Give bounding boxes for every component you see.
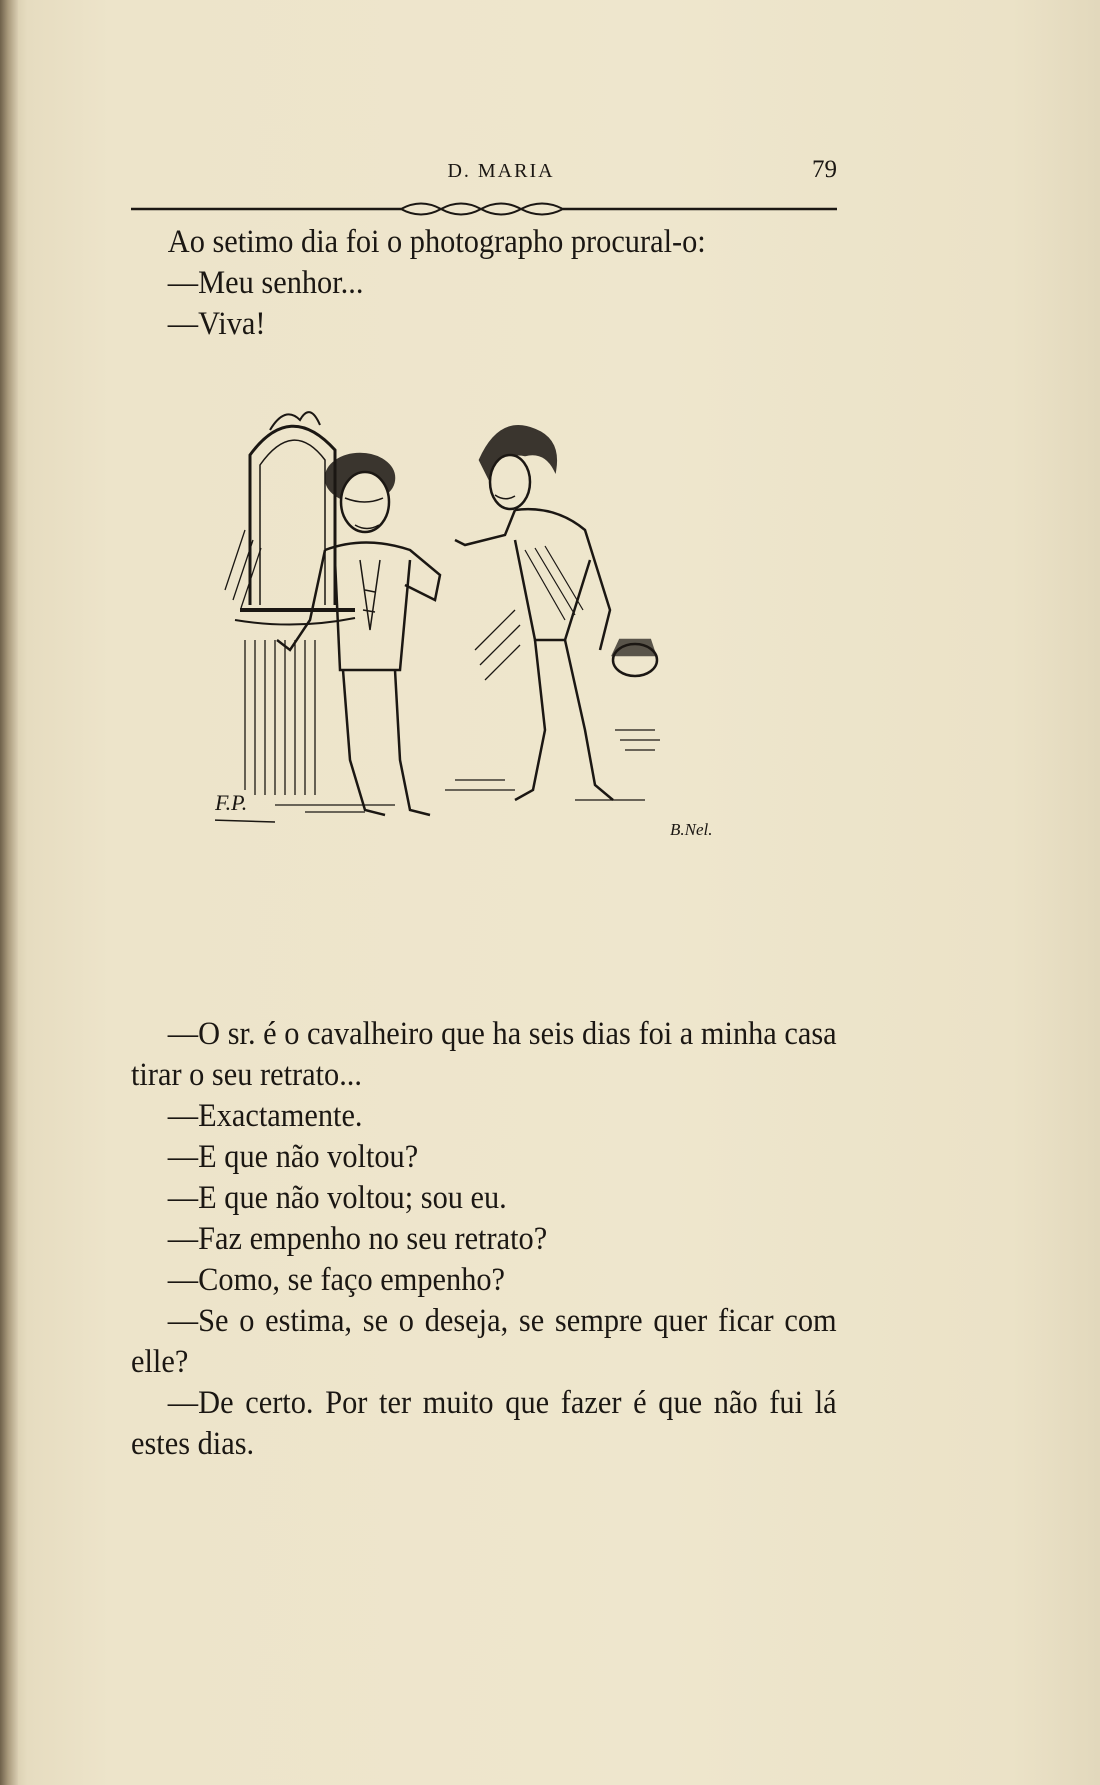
paragraph: —Como, se faço empenho? xyxy=(167,1262,506,1298)
text-block-bottom xyxy=(131,1014,837,1465)
paragraph: —Se o estima, se o deseja, se sempre quer ficar com elle? xyxy=(131,1303,837,1380)
running-header xyxy=(131,156,837,190)
signature-right: B.Nel. xyxy=(670,820,713,839)
paragraph: —E que não voltou? xyxy=(167,1139,419,1175)
paragraph: —O sr. é o cavalheiro que ha seis dias foi a minha casa tirar o seu retrato... xyxy=(131,1016,837,1093)
table-hatching xyxy=(225,530,315,795)
figure-right xyxy=(455,426,657,800)
paragraph: —Exactamente. xyxy=(167,1098,363,1134)
running-title: D. MARIA xyxy=(447,160,555,182)
paragraph: —Faz empenho no seu retrato? xyxy=(167,1221,548,1257)
book-spine-shadow xyxy=(0,0,18,1785)
text-block-top xyxy=(131,222,837,345)
paragraph: —E que não voltou; sou eu. xyxy=(167,1180,507,1216)
paragraph: —De certo. Por ter muito que fazer é que não fui lá estes dias. xyxy=(131,1385,837,1462)
paragraph: —Meu senhor... xyxy=(167,265,364,301)
figure-left xyxy=(277,454,440,815)
monogram-left: F.P. xyxy=(215,790,248,815)
paragraph: Ao setimo dia foi o photographo procural-o: xyxy=(167,224,706,260)
engraving-illustration xyxy=(215,410,760,950)
header-rule-ornament xyxy=(131,195,837,219)
page-number: 79 xyxy=(812,156,837,183)
paragraph: —Viva! xyxy=(167,306,266,342)
